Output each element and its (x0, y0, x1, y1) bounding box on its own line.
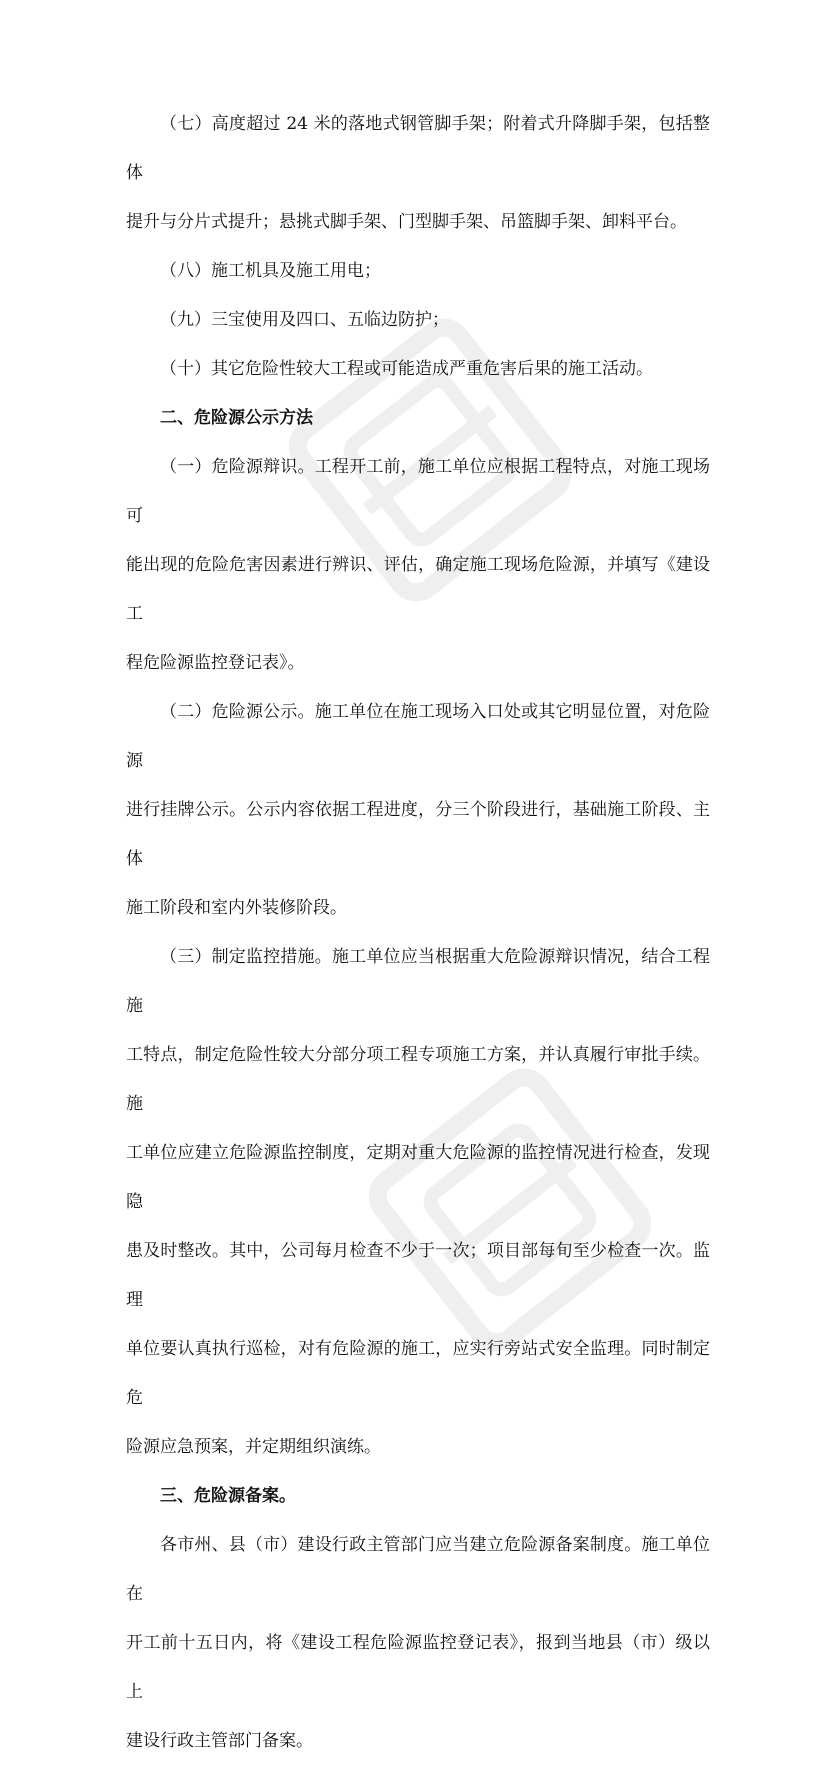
document-body (126, 100, 710, 1766)
paragraph-line: （一）危险源辩识。工程开工前，施工单位应根据工程特点，对施工现场可 (126, 457, 710, 526)
paragraph-seven (126, 100, 710, 247)
paragraph-line: （二）危险源公示。施工单位在施工现场入口处或其它明显位置，对危险源 (126, 702, 710, 771)
paragraph-hazard-identification (126, 443, 710, 688)
paragraph-line: 建设行政主管部门备案。 (126, 1731, 313, 1751)
paragraph-line: 险源应急预案，并定期组织演练。 (126, 1437, 381, 1457)
paragraph-hazard-filing (126, 1521, 710, 1766)
paragraph-line: 单位要认真执行巡检，对有危险源的施工，应实行旁站式安全监理。同时制定危 (126, 1339, 710, 1408)
paragraph-line: 施工阶段和室内外装修阶段。 (126, 898, 347, 918)
paragraph-line: （十）其它危险性较大工程或可能造成严重危害后果的施工活动。 (160, 359, 653, 379)
heading-line: 三、危险源备案。 (160, 1486, 296, 1506)
paragraph-line: （七）高度超过 24 米的落地式钢管脚手架；附着式升降脚手架，包括整体 (126, 114, 710, 183)
paragraph-line: 能出现的危险危害因素进行辨识、评估，确定施工现场危险源，并填写《建设工 (126, 555, 710, 624)
paragraph-line: 工特点，制定危险性较大分部分项工程专项施工方案，并认真履行审批手续。施 (126, 1045, 710, 1114)
paragraph-hazard-publicity (126, 688, 710, 933)
paragraph-line: 提升与分片式提升；悬挑式脚手架、门型脚手架、吊篮脚手架、卸料平台。 (126, 212, 687, 232)
paragraph-line: 工单位应建立危险源监控制度，定期对重大危险源的监控情况进行检查，发现隐 (126, 1143, 710, 1212)
paragraph-line: （八）施工机具及施工用电； (160, 261, 381, 281)
paragraph-ten (126, 345, 710, 394)
paragraph-line: （九）三宝使用及四口、五临边防护； (160, 310, 449, 330)
heading-line: 二、危险源公示方法 (160, 408, 313, 428)
section-heading-three (126, 1472, 710, 1521)
paragraph-line: 进行挂牌公示。公示内容依据工程进度，分三个阶段进行，基础施工阶段、主体 (126, 800, 710, 869)
paragraph-line: 各市州、县（市）建设行政主管部门应当建立危险源备案制度。施工单位在 (126, 1535, 710, 1604)
paragraph-monitoring-measures (126, 933, 710, 1472)
paragraph-nine (126, 296, 710, 345)
paragraph-line: 患及时整改。其中，公司每月检查不少于一次；项目部每旬至少检查一次。监理 (126, 1241, 710, 1310)
paragraph-line: 程危险源监控登记表》。 (126, 653, 305, 673)
section-heading-two (126, 394, 710, 443)
paragraph-line: （三）制定监控措施。施工单位应当根据重大危险源辩识情况，结合工程施 (126, 947, 710, 1016)
paragraph-line: 开工前十五日内，将《建设工程危险源监控登记表》，报到当地县（市）级以上 (126, 1633, 710, 1702)
paragraph-eight (126, 247, 710, 296)
